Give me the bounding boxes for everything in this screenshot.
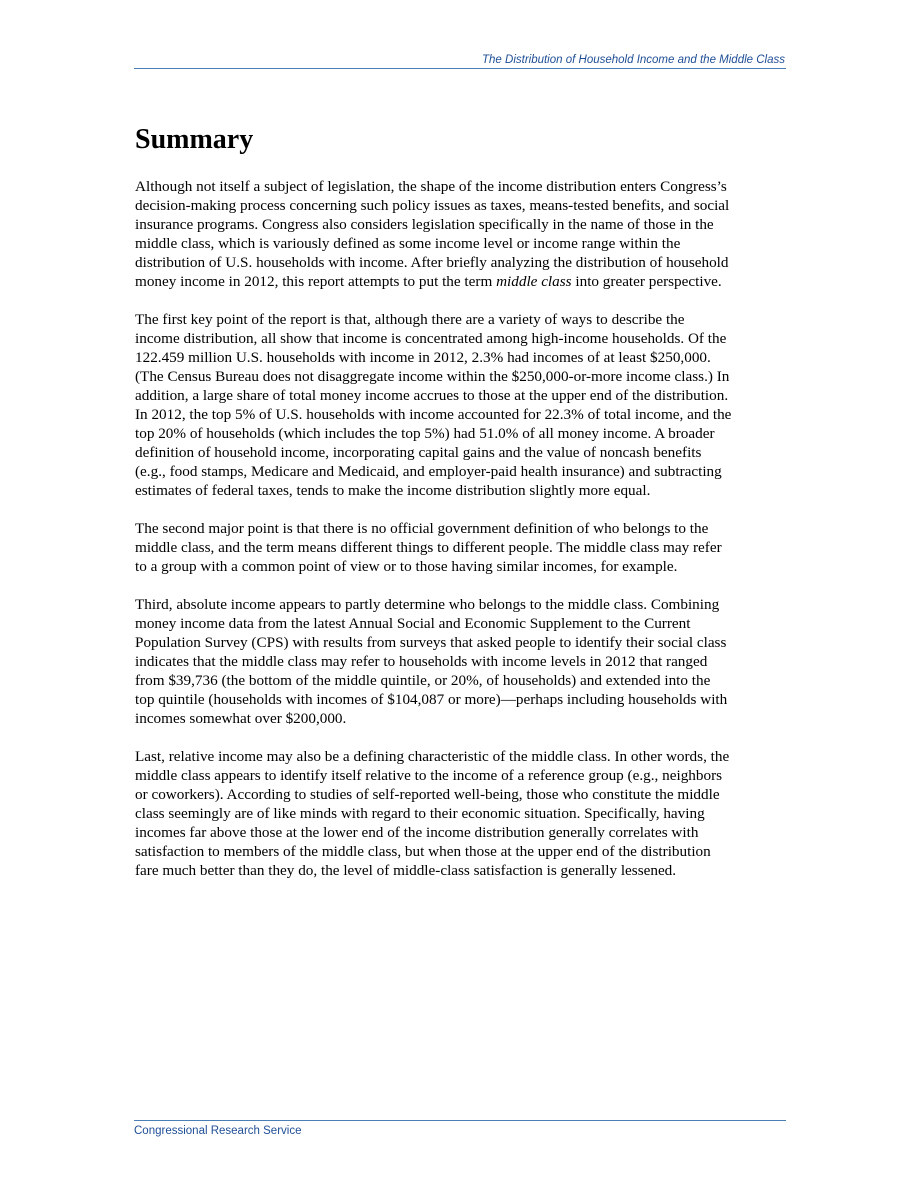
summary-paragraph-1 — [135, 177, 787, 291]
running-footer — [134, 1120, 786, 1139]
running-header — [134, 52, 786, 69]
text-line: fare much better than they do, the level of middle-class satisfaction is generally lessened. — [135, 862, 677, 879]
text-line: satisfaction to members of the middle class, but when those at the upper end of the distribution — [135, 843, 711, 860]
italic-term-middle-class: middle class — [496, 273, 572, 290]
text-line: In 2012, the top 5% of U.S. households with income accounted for 22.3% of total income, and the — [135, 406, 732, 423]
text-line: insurance programs. Congress also considers legislation specifically in the name of those in the — [135, 216, 714, 233]
text-line: 122.459 million U.S. households with income in 2012, 2.3% had incomes of at least $250,000. — [135, 349, 711, 366]
text-line: top quintile (households with incomes of $104,087 or more)—perhaps including households with — [135, 691, 728, 708]
summary-paragraph-5 — [135, 747, 787, 880]
text-line: (e.g., food stamps, Medicare and Medicaid, and employer-paid health insurance) and subtracting — [135, 463, 722, 480]
text-line: addition, a large share of total money income accrues to those at the upper end of the distribution. — [135, 387, 729, 404]
text-line: incomes far above those at the lower end of the income distribution generally correlates with — [135, 824, 699, 841]
text-line: or coworkers). According to studies of self-reported well-being, those who constitute the middle — [135, 786, 720, 803]
text-line: top 20% of households (which includes the top 5%) had 51.0% of all money income. A broader — [135, 425, 715, 442]
text-segment: into greater perspective. — [571, 273, 722, 290]
summary-paragraph-2 — [135, 310, 787, 500]
summary-paragraph-3 — [135, 519, 787, 576]
running-header-title: The Distribution of Household Income and the Middle Class — [482, 54, 785, 66]
footer-organization: Congressional Research Service — [134, 1125, 302, 1137]
summary-paragraph-4 — [135, 595, 787, 728]
text-line: distribution of U.S. households with income. After briefly analyzing the distribution of household — [135, 254, 729, 271]
text-line: to a group with a common point of view or to those having similar incomes, for example. — [135, 558, 678, 575]
summary-heading: Summary — [135, 124, 254, 155]
text-line: from $39,736 (the bottom of the middle quintile, or 20%, of households) and extended into the — [135, 672, 711, 689]
text-line: income distribution, all show that income is concentrated among high-income households. Of the — [135, 330, 727, 347]
text-line: Third, absolute income appears to partly determine who belongs to the middle class. Combining — [135, 596, 720, 613]
text-line: Although not itself a subject of legislation, the shape of the income distribution enters Congress’s — [135, 178, 727, 195]
text-line: decision-making process concerning such policy issues as taxes, means-tested benefits, and social — [135, 197, 730, 214]
text-line: incomes somewhat over $200,000. — [135, 710, 347, 727]
text-line: definition of household income, incorporating capital gains and the value of noncash benefits — [135, 444, 702, 461]
text-line: estimates of federal taxes, tends to make the income distribution slightly more equal. — [135, 482, 651, 499]
text-line: The second major point is that there is no official government definition of who belongs to the — [135, 520, 709, 537]
text-line: indicates that the middle class may refer to households with income levels in 2012 that ranged — [135, 653, 708, 670]
summary-body — [135, 177, 787, 899]
text-line: Last, relative income may also be a defining characteristic of the middle class. In other words, the — [135, 748, 730, 765]
text-line: middle class, and the term means different things to different people. The middle class may refer — [135, 539, 722, 556]
text-line: (The Census Bureau does not disaggregate income within the $250,000-or-more income class.) In — [135, 368, 730, 385]
text-line: Population Survey (CPS) with results from surveys that asked people to identify their social class — [135, 634, 727, 651]
text-segment: money income in 2012, this report attempts to put the term — [135, 273, 497, 290]
text-line: class seemingly are of like minds with regard to their economic situation. Specifically, having — [135, 805, 705, 822]
text-line — [135, 272, 787, 291]
text-line: middle class appears to identify itself relative to the income of a reference group (e.g., neighbors — [135, 767, 723, 784]
text-line: middle class, which is variously defined as some income level or income range within the — [135, 235, 681, 252]
text-line: The first key point of the report is that, although there are a variety of ways to describe the — [135, 311, 685, 328]
text-line: money income data from the latest Annual Social and Economic Supplement to the Current — [135, 615, 691, 632]
